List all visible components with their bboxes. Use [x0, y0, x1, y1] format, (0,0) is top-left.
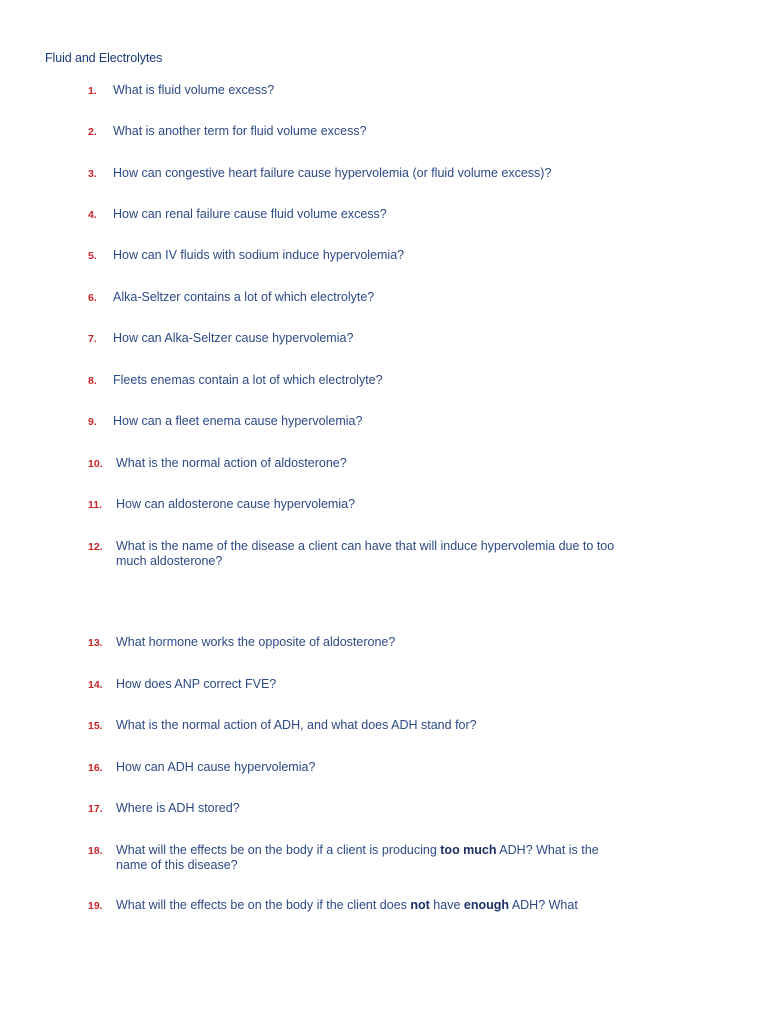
question-number: 4.	[88, 209, 97, 221]
question-item	[88, 248, 648, 263]
question-text	[116, 898, 633, 913]
question-text: What hormone works the opposite of aldosterone?	[116, 635, 396, 649]
question-text: Alka-Seltzer contains a lot of which electrolyte?	[113, 290, 375, 304]
question-text: What is the normal action of ADH, and what does ADH stand for?	[116, 718, 477, 732]
question-text-part: What will the effects be on the body if a client is producing	[116, 843, 441, 857]
question-item	[88, 124, 648, 139]
question-number: 19.	[88, 900, 103, 912]
question-text: How can IV fluids with sodium induce hypervolemia?	[113, 248, 405, 262]
question-text-part: have	[429, 898, 464, 912]
question-text: How does ANP correct FVE?	[116, 677, 277, 691]
document-title: Fluid and Electrolytes	[45, 51, 163, 65]
question-text: What is another term for fluid volume excess?	[113, 124, 367, 138]
question-text: How can aldosterone cause hypervolemia?	[116, 497, 356, 511]
question-text: What is the normal action of aldosterone?	[116, 456, 347, 470]
question-number: 10.	[88, 458, 103, 470]
question-item	[88, 843, 628, 872]
question-text: Fleets enemas contain a lot of which electrolyte?	[113, 373, 383, 387]
question-item	[88, 207, 648, 222]
question-number: 9.	[88, 416, 97, 428]
question-text: How can congestive heart failure cause hypervolemia (or fluid volume excess)?	[113, 166, 552, 180]
question-number: 7.	[88, 333, 97, 345]
question-text-part: ADH? What is the name of this disease?	[116, 843, 599, 872]
question-number: 2.	[88, 126, 97, 138]
question-item	[88, 414, 648, 429]
question-text: What is fluid volume excess?	[113, 83, 275, 97]
question-text-part: ADH? What	[509, 898, 578, 912]
question-text: Where is ADH stored?	[116, 801, 240, 815]
question-item	[88, 290, 648, 305]
question-item	[88, 497, 648, 512]
question-number: 8.	[88, 375, 97, 387]
emphasis-text: too much	[440, 843, 497, 857]
question-text	[116, 843, 628, 872]
question-number: 14.	[88, 679, 103, 691]
question-item	[88, 539, 633, 568]
question-number: 3.	[88, 168, 97, 180]
question-number: 1.	[88, 85, 97, 97]
question-text: How can Alka-Seltzer cause hypervolemia?	[113, 331, 354, 345]
question-number: 5.	[88, 250, 97, 262]
question-text: How can renal failure cause fluid volume excess?	[113, 207, 387, 221]
question-number: 17.	[88, 803, 103, 815]
question-item	[88, 83, 648, 98]
question-item	[88, 331, 648, 346]
question-text: What is the name of the disease a client can have that will induce hypervolemia due to too much aldosterone?	[116, 539, 615, 568]
question-number: 18.	[88, 845, 103, 857]
question-item	[88, 373, 648, 388]
emphasis-text: enough	[463, 898, 510, 912]
question-item	[88, 635, 648, 650]
question-item	[88, 801, 648, 816]
question-item	[88, 718, 648, 733]
question-number: 16.	[88, 762, 103, 774]
question-item	[88, 456, 648, 471]
question-number: 11.	[88, 499, 103, 511]
question-number: 6.	[88, 292, 97, 304]
question-item	[88, 677, 648, 692]
question-item	[88, 166, 648, 181]
question-text: How can ADH cause hypervolemia?	[116, 760, 316, 774]
emphasis-text: not	[410, 898, 430, 912]
question-number: 12.	[88, 541, 103, 553]
question-text-part: What will the effects be on the body if the client does	[116, 898, 411, 912]
question-text: How can a fleet enema cause hypervolemia?	[113, 414, 363, 428]
question-number: 15.	[88, 720, 103, 732]
question-item	[88, 760, 648, 775]
question-number: 13.	[88, 637, 103, 649]
question-item	[88, 898, 633, 913]
